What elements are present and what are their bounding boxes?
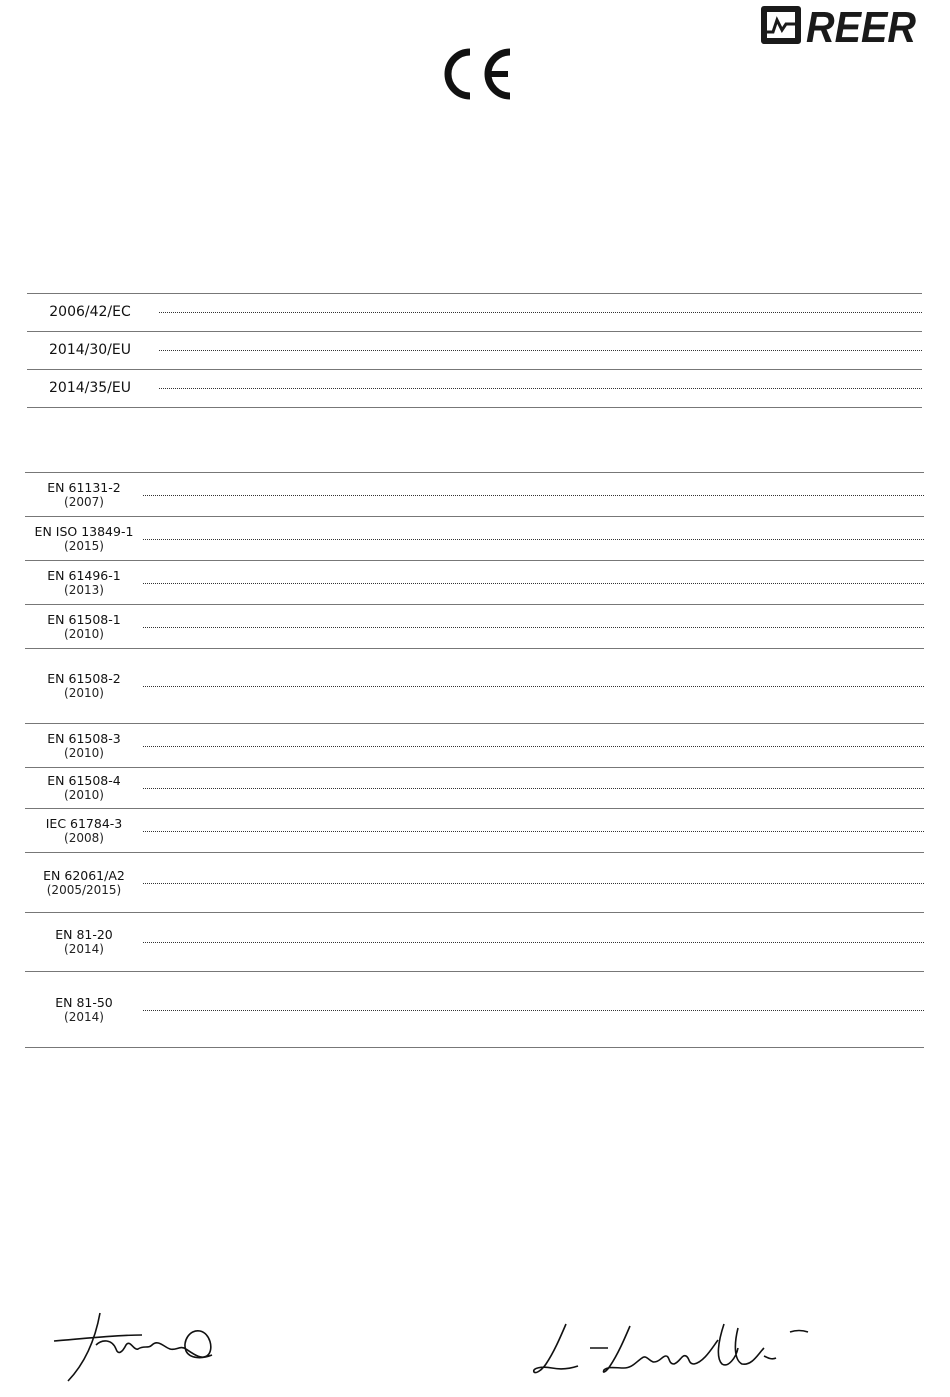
standard-year: (2005/2015) xyxy=(46,882,122,897)
directive-code: 2014/30/EU xyxy=(49,342,131,358)
directive-row xyxy=(27,294,922,332)
dotted-leader xyxy=(143,1010,924,1011)
standard-code: EN 61496-1 xyxy=(47,567,121,583)
directive-row xyxy=(27,332,922,370)
dotted-leader xyxy=(143,746,924,747)
standard-row xyxy=(25,853,924,913)
standard-row xyxy=(25,913,924,972)
dotted-leader xyxy=(159,388,922,389)
standard-row xyxy=(25,972,924,1048)
standard-label xyxy=(25,731,143,761)
directives-table xyxy=(27,293,922,408)
dotted-leader xyxy=(143,583,924,584)
standard-year: (2008) xyxy=(64,830,104,845)
standard-row xyxy=(25,473,924,517)
standard-label xyxy=(25,995,143,1025)
dotted-leader xyxy=(143,686,924,687)
standard-row xyxy=(25,517,924,561)
directive-code: 2006/42/EC xyxy=(49,304,131,320)
dotted-leader xyxy=(143,539,924,540)
standard-code: EN 62061/A2 xyxy=(43,867,125,883)
signature-left xyxy=(52,1305,217,1385)
standard-code: EN 61508-2 xyxy=(47,671,121,686)
standard-year: (2015) xyxy=(64,538,104,553)
standard-code: IEC 61784-3 xyxy=(45,815,123,831)
directive-row xyxy=(27,370,922,408)
signature-right xyxy=(532,1318,812,1378)
standard-code: EN 61508-1 xyxy=(47,611,121,627)
standard-label xyxy=(25,671,143,701)
dotted-leader xyxy=(159,350,922,351)
standards-table xyxy=(25,472,924,1048)
dotted-leader xyxy=(143,883,924,884)
dotted-leader xyxy=(143,831,924,832)
reer-logo xyxy=(758,2,920,48)
standard-year: (2010) xyxy=(64,686,104,700)
standard-row xyxy=(25,561,924,605)
dotted-leader xyxy=(143,627,924,628)
svg-text:REER: REER xyxy=(806,3,917,48)
dotted-leader xyxy=(159,312,922,313)
standard-year: (2014) xyxy=(64,942,104,956)
standard-year: (2010) xyxy=(64,626,104,641)
standard-code: EN ISO 13849-1 xyxy=(34,523,134,539)
standard-label xyxy=(25,773,143,803)
dotted-leader xyxy=(143,495,924,496)
standard-label xyxy=(25,816,143,846)
standard-label xyxy=(25,927,143,957)
standard-year: (2010) xyxy=(64,745,104,760)
standard-label xyxy=(25,480,143,510)
standard-row xyxy=(25,649,924,724)
standard-row xyxy=(25,768,924,809)
standard-year: (2013) xyxy=(64,582,104,597)
standard-label xyxy=(25,612,143,642)
standard-year: (2014) xyxy=(64,1009,104,1024)
standard-label xyxy=(25,524,143,554)
dotted-leader xyxy=(143,942,924,943)
ce-mark-icon xyxy=(436,46,514,102)
standard-code: EN 61508-3 xyxy=(47,730,121,746)
directive-code: 2014/35/EU xyxy=(49,380,131,396)
standard-label xyxy=(25,568,143,598)
standard-year: (2007) xyxy=(64,494,104,509)
standard-code: EN 81-50 xyxy=(55,994,113,1010)
standard-year: (2010) xyxy=(64,788,104,802)
standard-row xyxy=(25,809,924,853)
standard-code: EN 61131-2 xyxy=(47,479,121,495)
standard-row xyxy=(25,605,924,649)
standard-code: EN 81-20 xyxy=(55,927,113,942)
standard-label xyxy=(25,868,143,898)
dotted-leader xyxy=(143,788,924,789)
standard-row xyxy=(25,724,924,768)
standard-code: EN 61508-4 xyxy=(47,773,121,788)
